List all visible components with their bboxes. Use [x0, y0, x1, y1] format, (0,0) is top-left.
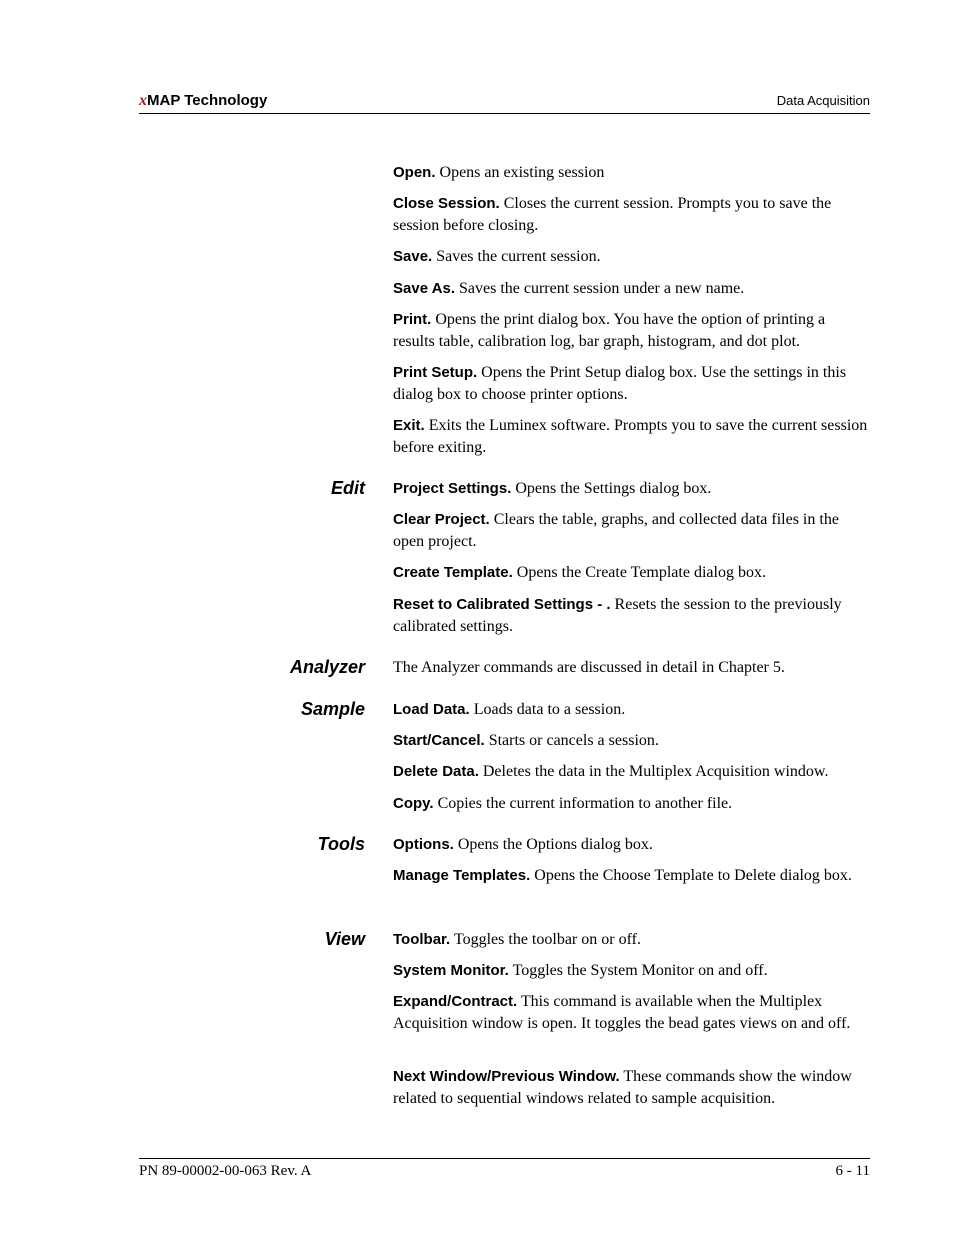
entry-desc: Deletes the data in the Multiplex Acquisition window.: [482, 763, 829, 780]
brand-rest: MAP Technology: [147, 92, 268, 109]
entry-term: Project Settings.: [393, 480, 512, 497]
entry-print: [393, 309, 869, 353]
section-label-tools: Tools: [317, 834, 365, 854]
brand-prefix: x: [139, 92, 147, 109]
entry-desc: Exits the Luminex software. Prompts you to save the current session before exiting.: [393, 417, 868, 456]
entry-next-previous-window: [393, 1066, 869, 1110]
entry-term: Next Window/Previous Window.: [393, 1068, 620, 1085]
entry-open: [393, 162, 869, 184]
entry-expand-contract: [393, 991, 869, 1035]
entry-desc: Opens an existing session: [439, 164, 605, 181]
entry-exit: [393, 415, 869, 459]
entry-term: Save.: [393, 248, 433, 265]
entry-options: [393, 834, 869, 856]
chapter-title: Data Acquisition: [776, 93, 870, 108]
entry-term: Options.: [393, 836, 454, 853]
entry-project-settings: [393, 478, 869, 500]
entry-desc: Opens the Choose Template to Delete dialog box.: [534, 867, 852, 884]
section-label-analyzer: Analyzer: [289, 657, 365, 677]
entry-desc: Opens the Options dialog box.: [457, 836, 653, 853]
entry-term: Close Session.: [393, 195, 500, 212]
entry-term: Save As.: [393, 280, 455, 297]
entry-term: Create Template.: [393, 564, 513, 581]
entry-desc: Opens the Settings dialog box.: [515, 480, 712, 497]
entry-term: Reset to Calibrated Settings - .: [393, 596, 611, 613]
entry-save-as: [393, 278, 869, 300]
entry-desc: Starts or cancels a session.: [488, 732, 659, 749]
entry-desc: Resets the session to the previously calibrated settings.: [393, 596, 842, 635]
entry-system-monitor: [393, 960, 869, 982]
entry-desc: Loads data to a session.: [473, 701, 626, 718]
entry-delete-data: [393, 761, 883, 783]
entry-desc: These commands show the window related to sequential windows related to sample acquisition.: [393, 1068, 852, 1107]
entry-term: Expand/Contract.: [393, 993, 518, 1010]
entry-close-session: [393, 193, 869, 237]
entry-term: Delete Data.: [393, 763, 479, 780]
entry-create-template: [393, 562, 869, 584]
page-footer: [139, 1158, 870, 1185]
entry-print-setup: [393, 362, 869, 406]
entry-desc: Toggles the toolbar on or off.: [453, 931, 641, 948]
entry-copy: [393, 793, 869, 815]
entry-manage-templates: [393, 865, 869, 887]
entry-clear-project: [393, 509, 869, 553]
entry-term: System Monitor.: [393, 962, 509, 979]
entry-save: [393, 246, 869, 268]
entry-term: Start/Cancel.: [393, 732, 485, 749]
entry-desc: Clears the table, graphs, and collected data files in the open project.: [393, 511, 839, 550]
entry-load-data: [393, 699, 869, 721]
entry-toolbar: [393, 929, 869, 951]
entry-desc: Saves the current session.: [436, 248, 601, 265]
section-label-edit: Edit: [331, 478, 365, 498]
brand-title: [139, 92, 267, 110]
entry-term: Manage Templates.: [393, 867, 531, 884]
entry-analyzer-text: The Analyzer commands are discussed in detail in Chapter 5.: [393, 659, 785, 676]
entry-desc: Opens the Print Setup dialog box. Use the settings in this dialog box to choose printer options.: [393, 364, 847, 403]
entry-desc: Opens the Create Template dialog box.: [516, 564, 766, 581]
entry-term: Exit.: [393, 417, 425, 434]
entry-start-cancel: [393, 730, 869, 752]
entry-term: Open.: [393, 164, 436, 181]
entry-desc: Saves the current session under a new name.: [459, 280, 745, 297]
entry-desc: Copies the current information to another file.: [437, 795, 733, 812]
entry-desc: This command is available when the Multiplex Acquisition window is open. It toggles the bead gates views on and off.: [393, 993, 851, 1032]
section-label-view: View: [324, 929, 365, 949]
entry-term: Load Data.: [393, 701, 470, 718]
page-header: [139, 91, 870, 114]
entry-desc: Closes the current session. Prompts you to save the session before closing.: [393, 195, 832, 234]
part-number: PN 89-00002-00-063 Rev. A: [139, 1163, 312, 1179]
entry-term: Clear Project.: [393, 511, 490, 528]
entry-reset-calibrated: [393, 594, 869, 638]
entry-term: Print Setup.: [393, 364, 478, 381]
entry-desc: Toggles the System Monitor on and off.: [512, 962, 768, 979]
page-number: 6 - 11: [835, 1163, 870, 1179]
entry-desc: Opens the print dialog box. You have the option of printing a results table, calibration log, bar graph, histogram, and dot plot.: [393, 311, 826, 350]
entry-term: Print.: [393, 311, 432, 328]
entry-term: Copy.: [393, 795, 434, 812]
section-label-sample: Sample: [300, 699, 365, 719]
entry-term: Toolbar.: [393, 931, 451, 948]
